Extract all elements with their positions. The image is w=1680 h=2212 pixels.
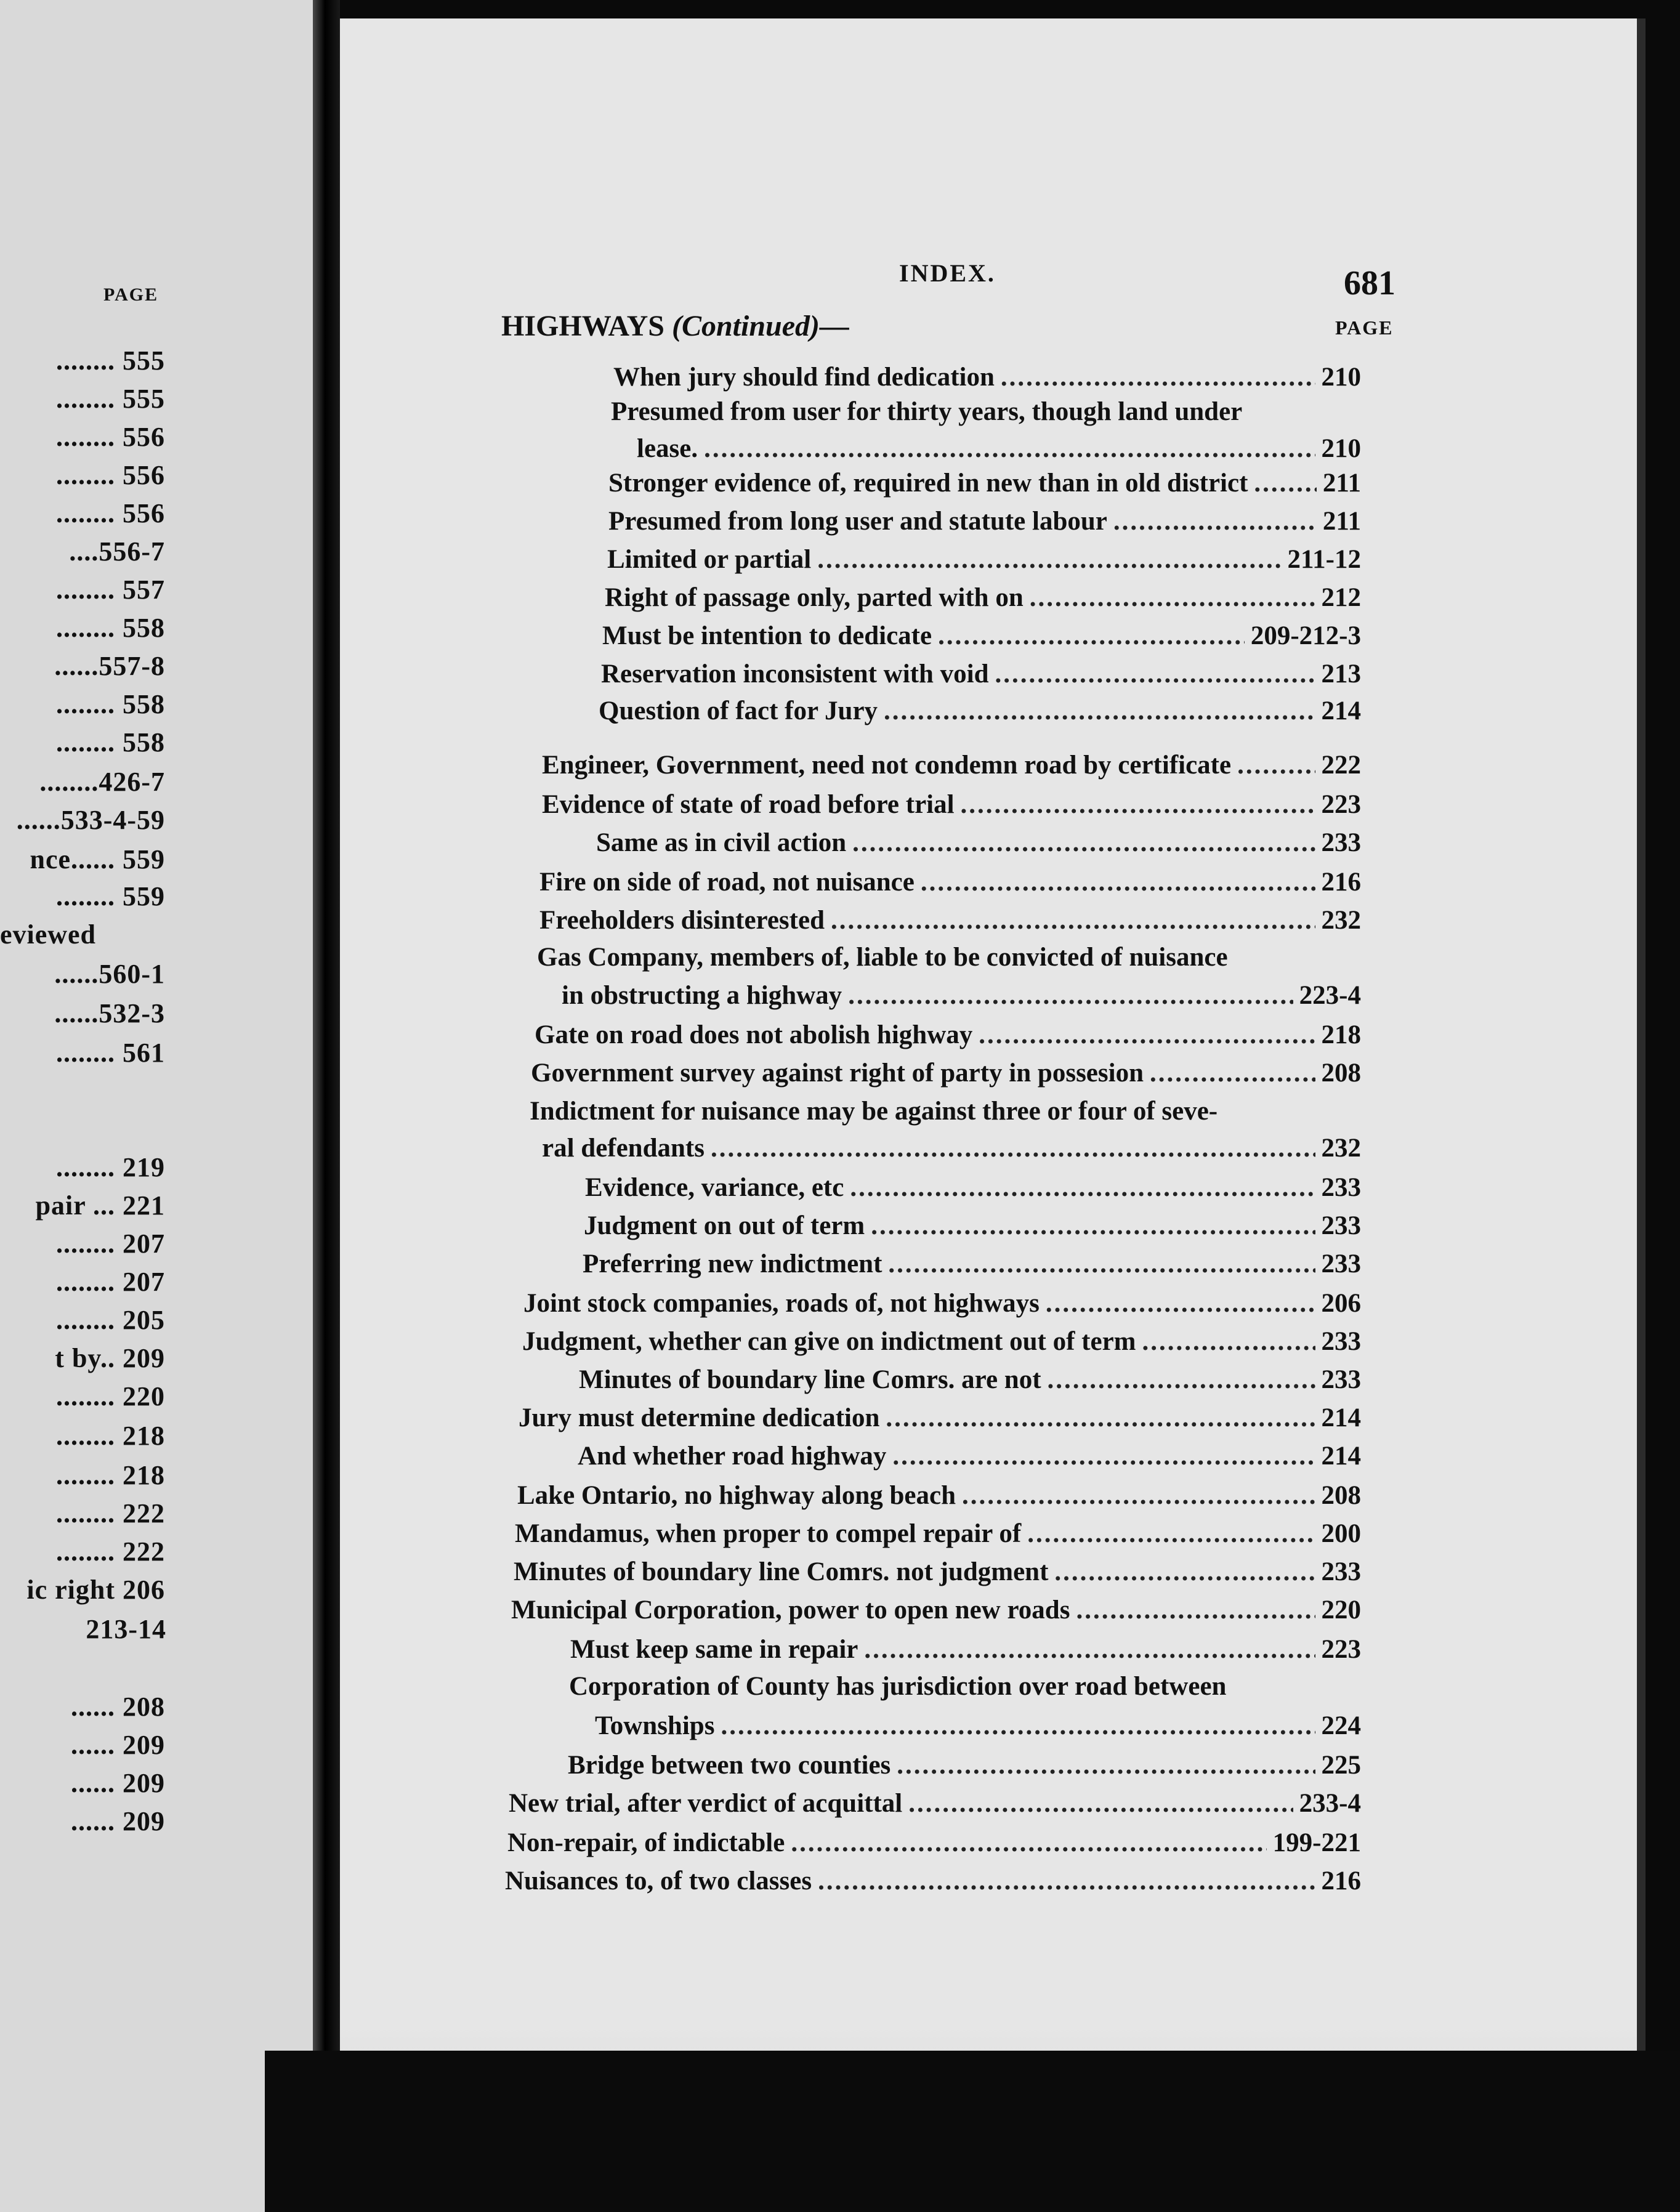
index-entry	[511, 1595, 1361, 1625]
index-entry-page: 209-212-3	[1250, 621, 1361, 650]
index-entry	[542, 789, 1361, 820]
index-entry	[562, 980, 1361, 1011]
index-entry	[605, 583, 1361, 613]
left-page-row: ........ 205	[56, 1305, 165, 1335]
dot-leader	[1001, 362, 1315, 392]
left-page-row: ........ 558	[56, 689, 165, 719]
dot-leader	[921, 867, 1315, 897]
index-entry-page: 214	[1321, 1442, 1361, 1471]
left-page-row: ........ 555	[56, 345, 165, 376]
index-entry-page: 223-4	[1299, 981, 1361, 1010]
dot-leader	[888, 1249, 1315, 1279]
index-entry-text: Townships	[595, 1711, 715, 1740]
index-entry-page: 233	[1321, 828, 1361, 857]
index-entry-text: Limited or partial	[607, 545, 812, 574]
dot-leader	[979, 1020, 1315, 1050]
index-entry	[522, 1326, 1361, 1357]
book-gutter	[313, 0, 340, 2212]
index-entry-page: 200	[1321, 1519, 1361, 1548]
left-page-column-header: PAGE	[103, 285, 159, 305]
index-entry	[509, 1788, 1361, 1818]
index-entry	[602, 621, 1361, 651]
index-entry-text: Must be intention to dedicate	[602, 621, 932, 650]
index-entry-page: 225	[1321, 1751, 1361, 1780]
index-entry-text: Judgment on out of term	[584, 1211, 865, 1240]
index-entry-page: 232	[1321, 1134, 1361, 1163]
index-entry-text: Gate on road does not abolish highway	[535, 1020, 973, 1049]
left-page-row: ic right 206	[26, 1575, 165, 1605]
index-entry-page: 214	[1321, 696, 1361, 725]
left-page-row: ....556-7	[69, 536, 165, 567]
index-entry	[539, 905, 1361, 935]
dot-leader	[831, 905, 1315, 935]
left-page-row: ...... 209	[71, 1768, 165, 1798]
left-page-row: ...... 208	[71, 1692, 165, 1722]
page-column-header: PAGE	[1335, 317, 1394, 339]
scan-bottom-shadow	[265, 2051, 1680, 2212]
left-page-row: ........ 556	[56, 498, 165, 528]
dot-leader	[850, 1173, 1315, 1203]
index-entry	[519, 1403, 1361, 1433]
index-entry	[570, 1634, 1361, 1665]
left-page-row: ........ 556	[56, 422, 165, 452]
index-entry-page: 233	[1321, 1173, 1361, 1202]
index-entry-page: 213	[1321, 660, 1361, 688]
index-entry-page: 199-221	[1272, 1828, 1361, 1857]
dot-leader	[711, 1133, 1315, 1163]
index-entry-page: 210	[1321, 434, 1361, 463]
index-entry-page: 224	[1321, 1711, 1361, 1740]
index-entry-text: Mandamus, when proper to compel repair of	[515, 1519, 1022, 1548]
left-page-row: ........ 558	[56, 613, 165, 643]
index-entry	[507, 1828, 1361, 1858]
dot-leader	[791, 1828, 1266, 1858]
dot-leader	[1054, 1557, 1315, 1587]
index-entry	[523, 1288, 1361, 1318]
index-entry	[515, 1519, 1361, 1549]
dot-leader	[818, 1866, 1315, 1896]
section-heading-suffix: (Continued)—	[671, 310, 850, 342]
index-entry-text: When jury should find dedication	[613, 363, 995, 392]
dot-leader	[1048, 1365, 1315, 1395]
dot-leader	[817, 544, 1281, 575]
index-entry-text: Bridge between two counties	[568, 1751, 891, 1780]
dot-leader	[1150, 1058, 1315, 1088]
index-entry-page: 233-4	[1299, 1789, 1361, 1818]
left-page-row: ...... 209	[71, 1730, 165, 1760]
index-entry-text: Municipal Corporation, power to open new roads	[511, 1596, 1070, 1625]
left-page-row: ........ 557	[56, 575, 165, 605]
index-entry-page: 233	[1321, 1249, 1361, 1278]
index-entry-text: Government survey against right of party in possesion	[531, 1059, 1144, 1088]
running-title: INDEX.	[899, 259, 996, 287]
left-page-row: 213-14	[86, 1614, 166, 1644]
left-page-row: nce...... 559	[30, 844, 165, 874]
dot-leader	[1142, 1326, 1315, 1357]
index-entry-text: Evidence, variance, etc	[585, 1173, 844, 1202]
left-page-row: ........ 218	[56, 1421, 165, 1451]
index-entry-text: in obstructing a highway	[562, 981, 842, 1010]
index-entry	[514, 1557, 1361, 1587]
index-entry	[578, 1441, 1361, 1471]
index-entry-page: 216	[1321, 868, 1361, 897]
section-heading	[501, 309, 849, 343]
index-entry	[608, 506, 1361, 536]
left-page-row: ......560-1	[54, 959, 165, 989]
dot-leader	[848, 980, 1293, 1011]
index-entry-text: Nuisances to, of two classes	[505, 1867, 812, 1895]
index-entry-text: Presumed from long user and statute labour	[608, 507, 1107, 536]
index-entry-line: Corporation of County has jurisdiction over road between	[569, 1672, 1227, 1701]
index-entry	[535, 1020, 1361, 1050]
index-entry	[607, 544, 1361, 575]
index-entry-text: Lake Ontario, no highway along beach	[517, 1481, 956, 1510]
dot-leader	[1237, 750, 1315, 780]
index-entry-text: New trial, after verdict of acquittal	[509, 1789, 903, 1818]
index-entry	[599, 696, 1361, 726]
index-entry-text: Same as in civil action	[596, 828, 847, 857]
index-entry	[505, 1866, 1361, 1896]
dot-leader	[704, 434, 1315, 464]
dot-leader	[1027, 1519, 1315, 1549]
index-entry-text: lease.	[637, 434, 698, 463]
index-entry-text: Must keep same in repair	[570, 1635, 858, 1664]
left-page-row: ........ 559	[56, 881, 165, 911]
index-entry-text: Judgment, whether can give on indictment out of term	[522, 1327, 1136, 1356]
left-page-row: ......557-8	[54, 651, 165, 681]
index-entry-page: 208	[1321, 1481, 1361, 1510]
left-page-row: ......532-3	[54, 998, 165, 1028]
left-page-row: ........ 558	[56, 727, 165, 757]
index-entry-page: 211-12	[1287, 545, 1361, 574]
index-entry-page: 211	[1322, 469, 1361, 498]
index-entry-text: Jury must determine dedication	[519, 1403, 880, 1432]
dot-leader	[961, 789, 1315, 820]
index-entry-text: Minutes of boundary line Comrs. not judgment	[514, 1557, 1049, 1586]
index-entry	[542, 1133, 1361, 1163]
dot-leader	[995, 659, 1315, 689]
index-entry	[568, 1750, 1361, 1780]
dot-leader	[886, 1403, 1315, 1433]
index-entry-page: 223	[1321, 790, 1361, 819]
index-entry-page: 222	[1321, 751, 1361, 780]
index-entry-text: Question of fact for Jury	[599, 696, 878, 725]
index-entry-page: 212	[1321, 583, 1361, 612]
index-entry-page: 218	[1321, 1020, 1361, 1049]
index-entry-page: 233	[1321, 1557, 1361, 1586]
index-entry	[595, 1711, 1361, 1741]
index-entry	[585, 1173, 1361, 1203]
index-entry-page: 211	[1322, 507, 1361, 536]
index-entry-text: Engineer, Government, need not condemn road by certificate	[542, 751, 1232, 780]
dot-leader	[1030, 583, 1315, 613]
left-page-row: ........ 555	[56, 384, 165, 414]
index-entry-line: Indictment for nuisance may be against three or four of seve-	[530, 1097, 1218, 1126]
index-entry-page: 220	[1321, 1596, 1361, 1625]
index-entry-line: Presumed from user for thirty years, though land under	[611, 397, 1243, 426]
left-page-row: ...... 209	[71, 1806, 165, 1836]
index-entry-page: 206	[1321, 1289, 1361, 1318]
index-entry	[637, 434, 1361, 464]
index-entry-page: 233	[1321, 1365, 1361, 1394]
index-entry-text: Preferring new indictment	[583, 1249, 882, 1278]
dot-leader	[871, 1211, 1315, 1241]
left-page-row: ........426-7	[39, 767, 165, 797]
index-entry	[517, 1480, 1361, 1511]
left-page-row: ......533-4-59	[16, 805, 165, 835]
left-page-row: ........ 222	[56, 1536, 165, 1567]
index-entry	[531, 1058, 1361, 1088]
dot-leader	[1076, 1595, 1315, 1625]
dot-leader	[897, 1750, 1315, 1780]
left-page-row: ........ 222	[56, 1498, 165, 1528]
index-entry-text: Stronger evidence of, required in new than in old district	[608, 469, 1248, 498]
dot-leader	[1254, 468, 1316, 498]
dot-leader	[1046, 1288, 1315, 1318]
index-entry-text: Reservation inconsistent with void	[601, 660, 989, 688]
index-entry	[579, 1365, 1361, 1395]
left-page-row: ........ 207	[56, 1267, 165, 1297]
index-entry-text: Fire on side of road, not nuisance	[539, 868, 915, 897]
index-entry-page: 216	[1321, 1867, 1361, 1895]
left-page-row: ........ 207	[56, 1229, 165, 1259]
index-entry-text: And whether road highway	[578, 1442, 887, 1471]
left-page-row: eviewed	[0, 919, 96, 950]
index-entry	[613, 362, 1361, 392]
index-entry-page: 223	[1321, 1635, 1361, 1664]
index-entry-text: Minutes of boundary line Comrs. are not	[579, 1365, 1041, 1394]
index-entry	[583, 1249, 1361, 1279]
dot-leader	[884, 696, 1315, 726]
index-entry	[584, 1211, 1361, 1241]
index-entry-text: Joint stock companies, roads of, not highways	[523, 1289, 1040, 1318]
index-entry-page: 233	[1321, 1211, 1361, 1240]
index-entry-page: 233	[1321, 1327, 1361, 1356]
dot-leader	[938, 621, 1245, 651]
index-entry-line: Gas Company, members of, liable to be convicted of nuisance	[537, 943, 1228, 972]
dot-leader	[892, 1441, 1315, 1471]
index-entry-page: 214	[1321, 1403, 1361, 1432]
index-entry-page: 232	[1321, 906, 1361, 935]
left-page	[0, 0, 313, 2212]
index-entry-page: 210	[1321, 363, 1361, 392]
dot-leader	[852, 828, 1315, 858]
left-page-row: ........ 220	[56, 1381, 165, 1411]
index-entry	[539, 867, 1361, 897]
dot-leader	[721, 1711, 1315, 1741]
left-page-row: ........ 561	[56, 1038, 165, 1068]
index-entry-page: 208	[1321, 1059, 1361, 1088]
left-page-row: ........ 556	[56, 460, 165, 490]
section-heading-title: HIGHWAYS	[501, 310, 664, 342]
left-page-row: t by.. 209	[55, 1343, 165, 1373]
index-entry	[596, 828, 1361, 858]
index-entry	[542, 750, 1361, 780]
left-page-row: ........ 219	[56, 1152, 165, 1182]
left-page-row: ........ 218	[56, 1460, 165, 1490]
dot-leader	[908, 1788, 1293, 1818]
index-entry-text: Freeholders disinterested	[539, 906, 825, 935]
left-page-row: pair ... 221	[35, 1190, 165, 1221]
index-entry-text: ral defendants	[542, 1134, 705, 1163]
page-number: 681	[1344, 264, 1395, 302]
index-entry	[601, 659, 1361, 689]
index-entry-text: Non-repair, of indictable	[507, 1828, 785, 1857]
index-entry	[608, 468, 1361, 498]
dot-leader	[962, 1480, 1315, 1511]
index-entry-text: Right of passage only, parted with on	[605, 583, 1024, 612]
dot-leader	[864, 1634, 1315, 1665]
index-entry-text: Evidence of state of road before trial	[542, 790, 955, 819]
dot-leader	[1113, 506, 1317, 536]
